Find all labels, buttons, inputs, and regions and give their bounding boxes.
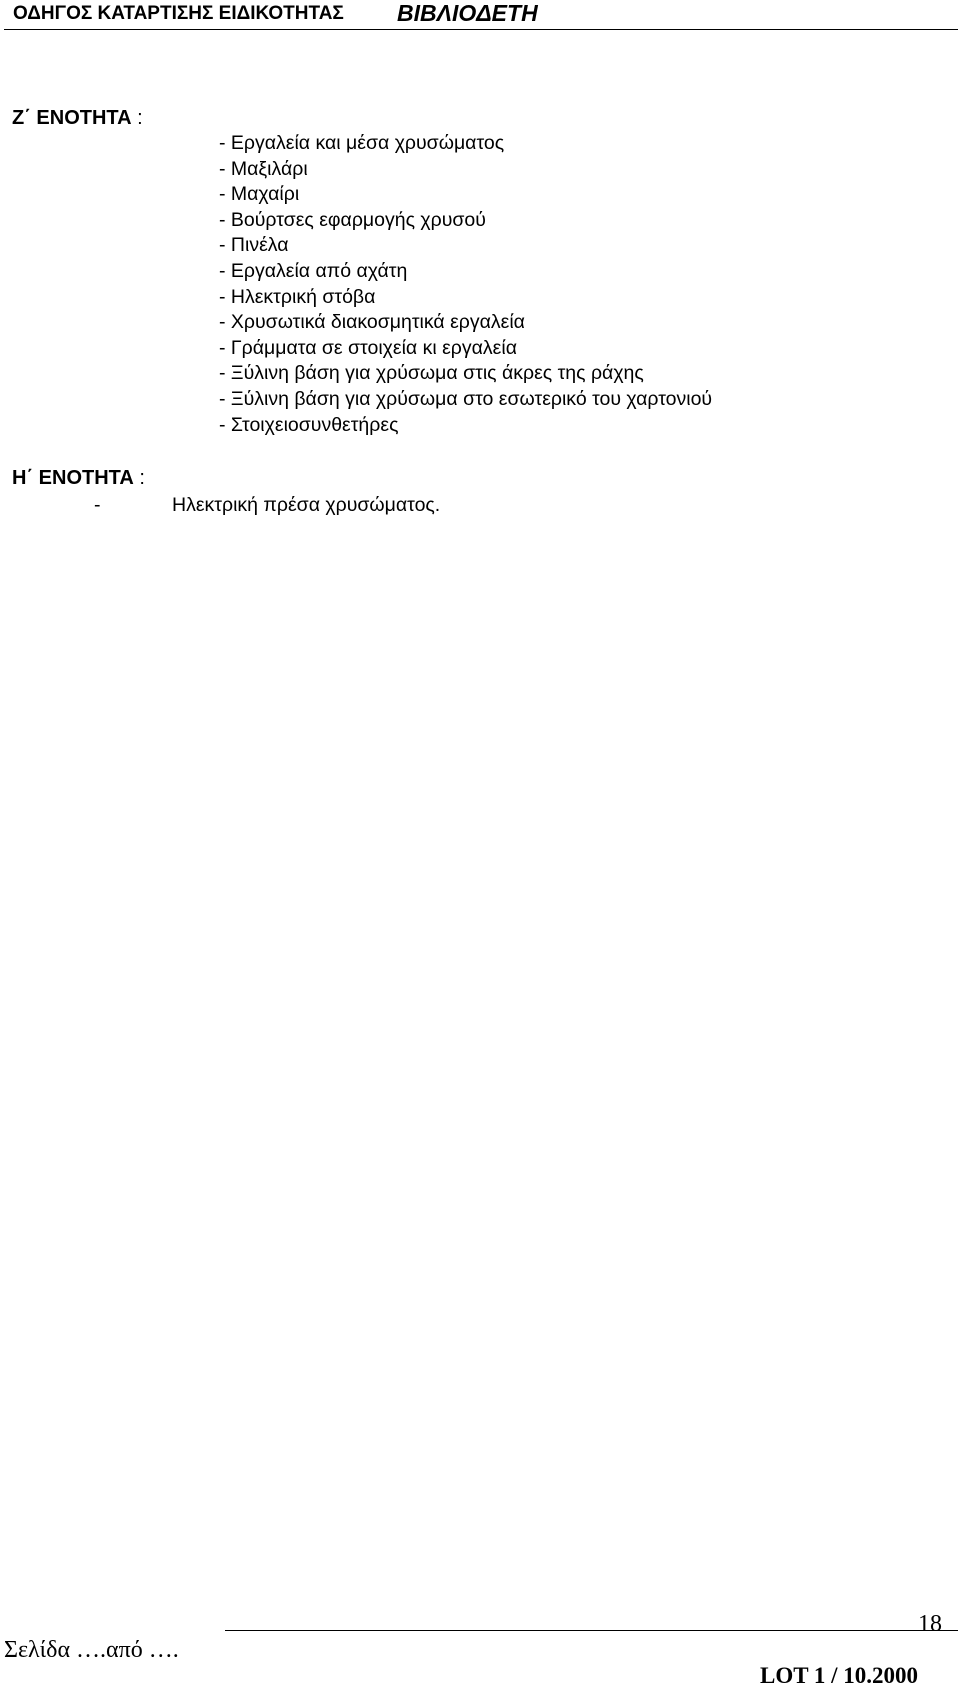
list-item: - Γράμματα σε στοιχεία κι εργαλεία (219, 336, 517, 359)
list-item: - Ηλεκτρική στόβα (219, 285, 376, 308)
section-colon-z: : (131, 107, 143, 129)
list-item: - Ξύλινη βάση για χρύσωμα στις άκρες της ράχης (219, 362, 644, 385)
list-item: - Χρυσωτικά διακοσμητικά εργαλεία (219, 311, 525, 334)
list-item: - Εργαλεία και μέσα χρυσώματος (219, 132, 505, 154)
section-z-item-list (219, 131, 712, 438)
section-colon-h: : (133, 467, 145, 489)
list-item: - Ξύλινη βάση για χρύσωμα στο εσωτερικό του χαρτονιού (219, 387, 713, 410)
list-item: - Μαξιλάρι (219, 157, 308, 180)
list-item: - Πινέλα (219, 234, 289, 257)
section-h-item-text: Ηλεκτρική πρέσα χρυσώματος. (172, 494, 441, 516)
list-item: - Εργαλεία από αχάτη (219, 259, 408, 282)
section-label-z: Ζ΄ ΕΝΟΤΗΤΑ (12, 107, 132, 129)
header-divider (4, 29, 958, 30)
page-header (0, 0, 960, 32)
page-counter-text: Σελίδα ….από …. (4, 1637, 179, 1663)
specialty-title: ΒΙΒΛΙΟΔΕΤΗ (397, 0, 538, 26)
list-item: - Στοιχειοσυνθετήρες (219, 413, 399, 436)
footer-divider (225, 1630, 958, 1631)
lot-label: LOT 1 / 10.2000 (760, 1663, 919, 1688)
guide-title: ΟΔΗΓΟΣ ΚΑΤΑΡΤΙΣΗΣ ΕΙΔΙΚΟΤΗΤΑΣ (13, 3, 344, 24)
section-heading-z (12, 106, 143, 130)
list-item: - Βούρτσες εφαρμογής χρυσού (219, 208, 486, 231)
section-heading-h (12, 466, 145, 490)
list-item: - Μαχαίρι (219, 183, 300, 206)
section-label-h: Η΄ ΕΝΟΤΗΤΑ (12, 467, 134, 489)
section-h-item-dash: - (94, 494, 101, 516)
page-number: 18 (918, 1611, 942, 1637)
